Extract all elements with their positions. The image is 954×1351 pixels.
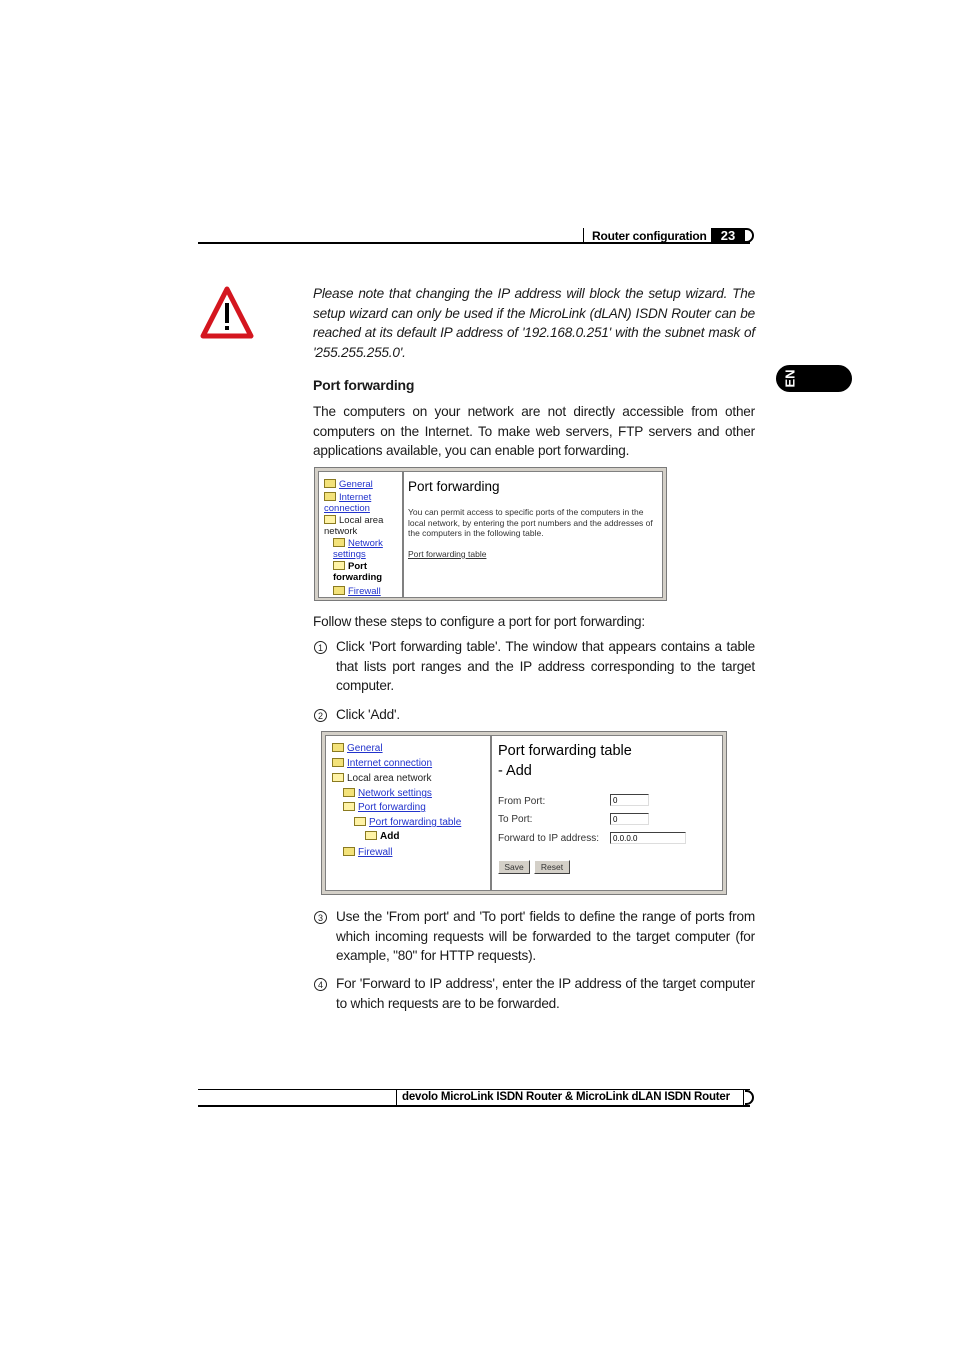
step-3-text: Use the 'From port' and 'To port' fields to define the range of ports from which incoming requests will be forwarded to the target computer (for example, "80" for HTTP requests). bbox=[336, 909, 755, 963]
tree-item-local-area-network: Local area network bbox=[332, 773, 432, 784]
folder-icon bbox=[324, 492, 336, 501]
content-pane bbox=[491, 735, 723, 891]
tree-item-network-settings[interactable]: Network settings bbox=[333, 538, 383, 560]
step-1-text: Click 'Port forwarding table'. The window that appears contains a table that lists port ranges and the IP address corresponding to the target computer. bbox=[336, 639, 755, 693]
header-section-title: Router configuration bbox=[592, 229, 707, 243]
footer-divider-right bbox=[743, 1090, 744, 1105]
step-3-number: 3 bbox=[314, 911, 327, 924]
tree-item-add: Add bbox=[365, 831, 399, 842]
page-title: Port forwarding bbox=[408, 479, 500, 494]
tree-item-firewall[interactable]: Firewall bbox=[333, 586, 381, 597]
step-1-number: 1 bbox=[314, 641, 327, 654]
tree-item-port-forwarding[interactable]: Port forwarding bbox=[343, 802, 426, 813]
section-heading: Port forwarding bbox=[313, 377, 415, 393]
footer-rule-top bbox=[198, 1089, 750, 1090]
page-number: 23 bbox=[711, 228, 745, 243]
nav-tree-pane bbox=[325, 735, 491, 891]
footer-rule bbox=[198, 1105, 750, 1107]
tree-item-general[interactable]: General bbox=[324, 479, 373, 490]
tree-item-local-area-network: Local area network bbox=[324, 515, 384, 537]
tree-item-general[interactable]: General bbox=[332, 743, 383, 754]
footer-product: devolo MicroLink ISDN Router & MicroLink dLAN ISDN Router bbox=[402, 1091, 730, 1103]
language-tab bbox=[776, 365, 852, 392]
port-forwarding-table-link[interactable]: Port forwarding table bbox=[408, 549, 487, 559]
header-divider bbox=[583, 228, 584, 243]
step-4-number: 4 bbox=[314, 978, 327, 991]
folder-icon bbox=[324, 479, 336, 488]
footer-end-cap bbox=[745, 1090, 754, 1105]
step-2-text: Click 'Add'. bbox=[336, 707, 400, 722]
language-tab-label: EN bbox=[782, 369, 798, 388]
folder-icon bbox=[333, 538, 345, 547]
open-folder-icon bbox=[343, 802, 355, 811]
tree-item-port-forwarding: Port forwarding bbox=[333, 561, 383, 583]
screenshot-port-forwarding-add bbox=[321, 731, 727, 895]
nav-tree-pane bbox=[318, 471, 403, 598]
steps-intro: Follow these steps to configure a port for port forwarding: bbox=[313, 614, 645, 629]
folder-icon bbox=[332, 743, 344, 752]
forward-ip-input[interactable]: 0.0.0.0 bbox=[610, 832, 686, 844]
tree-item-internet-connection[interactable]: Internet connection bbox=[332, 758, 432, 769]
tree-item-port-forwarding-table[interactable]: Port forwarding table bbox=[354, 817, 461, 828]
header-end-cap bbox=[745, 228, 754, 243]
reset-button[interactable]: Reset bbox=[534, 860, 570, 874]
to-port-input[interactable]: 0 bbox=[610, 813, 649, 825]
step-2-number: 2 bbox=[314, 709, 327, 722]
from-port-label: From Port: bbox=[498, 796, 546, 807]
folder-icon bbox=[333, 586, 345, 595]
from-port-input[interactable]: 0 bbox=[610, 794, 649, 806]
screenshot-port-forwarding bbox=[314, 467, 667, 601]
step-4-text: For 'Forward to IP address', enter the IP address of the target computer to which requests are to be forwarded. bbox=[336, 976, 755, 1011]
folder-icon bbox=[343, 847, 355, 856]
tree-item-firewall[interactable]: Firewall bbox=[343, 847, 392, 858]
tree-item-internet-connection[interactable]: Internet connection bbox=[324, 492, 372, 514]
open-folder-icon bbox=[365, 831, 377, 840]
folder-icon bbox=[343, 788, 355, 797]
warning-text: Please note that changing the IP address will block the setup wizard. The setup wizard can only be used if the MicroLink (dLAN) ISDN Router can be reached at its default IP address of '192.168.0.251' with the subnet mask of '255.255.255.0'. bbox=[313, 286, 755, 360]
page-title-line2: - Add bbox=[498, 763, 532, 779]
to-port-label: To Port: bbox=[498, 814, 533, 825]
folder-icon bbox=[332, 758, 344, 767]
tree-item-network-settings[interactable]: Network settings bbox=[343, 788, 432, 799]
open-folder-icon bbox=[324, 515, 336, 524]
save-button[interactable]: Save bbox=[498, 860, 530, 874]
warning-triangle-icon bbox=[200, 286, 254, 340]
footer-divider bbox=[396, 1090, 397, 1105]
open-folder-icon bbox=[333, 561, 345, 570]
content-pane bbox=[403, 471, 663, 598]
page-title: Port forwarding table bbox=[498, 743, 632, 759]
section-intro: The computers on your network are not directly accessible from other computers on the Internet. To make web servers, FTP servers and other applications available, you can enable port forwarding. bbox=[313, 404, 755, 458]
open-folder-icon bbox=[354, 817, 366, 826]
forward-ip-label: Forward to IP address: bbox=[498, 833, 599, 844]
page-description: You can permit access to specific ports of the computers in the local network, by entering the port numbers and the addresses of the computers in the following table. bbox=[408, 507, 653, 538]
open-folder-icon bbox=[332, 773, 344, 782]
